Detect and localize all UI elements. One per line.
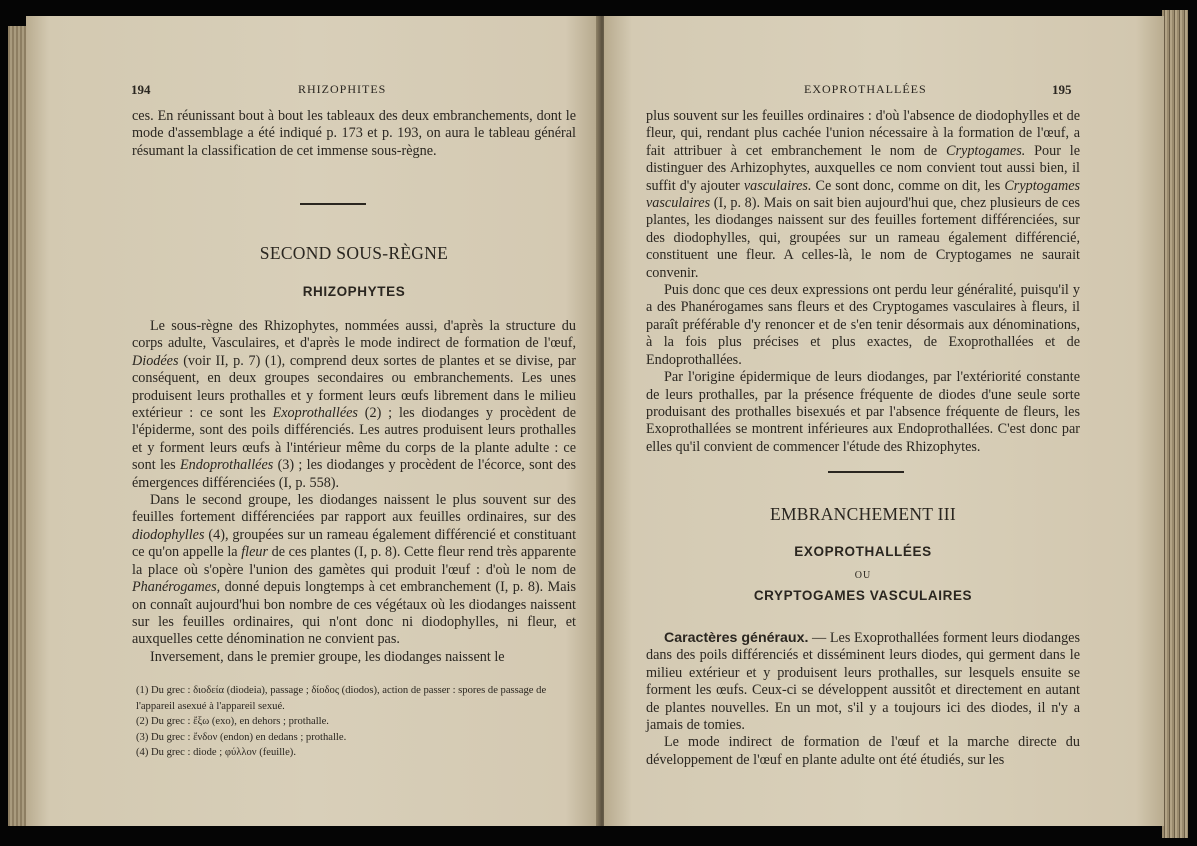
right-page bbox=[604, 16, 1164, 826]
paragraph-r3: Par l'origine épidermique de leurs diodanges, par l'extériorité constante de leurs prothalles, par la présence fréquente de diodes d'une seule sorte produisant des prothalles bisexués et par l'absence fréquente de fleurs, les Exoprothallées se montrent inférieures aux Endoprothallées. C'est donc par elles qu'il convient de commencer l'étude des Rhizophytes. bbox=[646, 369, 1080, 455]
section-divider-left bbox=[300, 203, 366, 205]
paragraph-1: Le sous-règne des Rhizophytes, nommées aussi, d'après la structure du corps adulte, Vasculaires, et d'après le mode indirect de formation de l'œuf, Diodées (voir II, p. 7) (1), comprend deux sortes de plantes et se divise, par conséquent, en deux groupes secondaires ou embranchements. Les unes produisent leurs prothalles et y forment leurs œufs librement dans le milieu extérieur : ce sont les Exoprothallées (2) ; les diodanges y procèdent de l'épiderme, sont des poils différenciés. Les autres produisent leurs prothalles et y forment leurs œufs à l'intérieur même du corps de la plante adulte : ce sont les Endoprothallées (3) ; les diodanges y procèdent de l'écorce, sont des émergences différenciées (I, p. 558). bbox=[132, 318, 577, 491]
section-title-right: EMBRANCHEMENT III bbox=[769, 504, 957, 524]
footnote-1: (1) Du grec : διοδεία (diodeia), passage ; δίοδος (diodos), action de passer : spores de passage de l'appareil asexué à l'appareil sexué. bbox=[136, 685, 547, 712]
body-text-right-2 bbox=[646, 630, 1080, 769]
page-number-right: 195 bbox=[1052, 82, 1072, 97]
footnote-3: (3) Du grec : ἔνδον (endon) en dedans ; prothalle. bbox=[136, 731, 347, 743]
section-subtitle-right: EXOPROTHALLÉES bbox=[794, 544, 932, 559]
page-stack-left bbox=[8, 26, 28, 826]
section-or: OU bbox=[854, 570, 872, 581]
paragraph-r1: plus souvent sur les feuilles ordinaires : d'où l'absence de diodophylles et de fleur, qui, rendant plus cachée l'union nécessaire à la formation de l'œuf, a fait attribuer à cet embranchement le nom de Cryptogames. Pour le distinguer des Arhizophytes, auxquelles ce nom convient tout aussi bien, il suffit d'y ajouter vasculaires. Ce sont donc, comme on dit, les Cryptogames vasculaires (I, p. 8). Mais on sait bien aujourd'hui que, chez plusieurs de ces plantes, les diodanges naissent sur des feuilles fortement différenciées, sur des diodophylles, qui, groupées sur un rameau également différencié, constituent une fleur. A celles-là, le nom de Cryptogames ne saurait convenir. bbox=[646, 108, 1081, 281]
paragraph-r2: Puis donc que ces deux expressions ont perdu leur généralité, puisqu'il y a des Phanérogames sans fleurs et des Cryptogames vasculaires à fleurs, il paraît préférable d'y renoncer et de s'en tenir désormais aux dénominations, à la fois plus précises et plus exactes, de Exoprothallées et de Endoprothallées. bbox=[646, 282, 1080, 368]
section-subtitle-right-2: CRYPTOGAMES VASCULAIRES bbox=[753, 588, 973, 603]
footnote-4: (4) Du grec : diode ; φύλλον (feuille). bbox=[136, 747, 296, 758]
body-text-right bbox=[646, 108, 1080, 456]
paragraph-2: Dans le second groupe, les diodanges naissent le plus souvent sur des feuilles fortement différenciées par rapport aux feuilles ordinaires, sur des diodophylles (4), groupées sur un rameau également différencié et constituant ce qu'on appelle la fleur de ces plantes (I, p. 8). Cette fleur rend très apparente la place où s'opère l'union des gamètes qui produit l'œuf : d'où le nom de Phanérogames, donné depuis longtemps à cet embranchement (I, p. 8). Mais on connaît aujourd'hui bon nombre de ces végétaux où les diodanges naissent sur les feuilles ordinaires, qui n'ont donc ni diodophylles, ni fleur, et auxquelles cette dénomination ne convient pas. bbox=[132, 492, 577, 648]
running-head-right: EXOPROTHALLÉES bbox=[804, 82, 927, 96]
footnotes bbox=[136, 683, 576, 761]
footnote-2: (2) Du grec : ἔξω (exo), en dehors ; prothalle. bbox=[136, 716, 329, 727]
section-subtitle-left: RHIZOPHYTES bbox=[302, 284, 406, 299]
page-stack-right bbox=[1162, 10, 1188, 838]
section-title-left: SECOND SOUS-RÈGNE bbox=[259, 243, 449, 263]
paragraph-r4: Caractères généraux. — Les Exoprothallées forment leurs diodanges dans des poils différenciés et disséminent leurs diodes, qui germent dans le milieu extérieur et y produisent leurs prothalles, sur lesquels ensuite se forment les œufs. Ceux-ci se développent aussitôt et directement en autant de plantes nouvelles. En un mot, s'il y a toujours ici des diodes, il n'y a jamais de tomies. bbox=[646, 630, 1080, 734]
page-number-left: 194 bbox=[131, 82, 151, 97]
section-divider-right bbox=[828, 471, 904, 473]
body-text-left bbox=[132, 318, 576, 666]
running-head-left: RHIZOPHITES bbox=[298, 82, 387, 96]
intro-paragraph: ces. En réunissant bout à bout les tableaux des deux embranchements, dont le mode d'assemblage a été indiqué p. 173 et p. 193, on aura le tableau général résumant la classification de cet immense sous-règne. bbox=[132, 108, 576, 159]
paragraph-r5: Le mode indirect de formation de l'œuf et la marche directe du développement de l'œuf en plante adulte ont été étudiés, sur les bbox=[646, 734, 1080, 768]
open-book bbox=[8, 10, 1188, 838]
paragraph-3: Inversement, dans le premier groupe, les diodanges naissent le bbox=[150, 648, 505, 665]
left-page bbox=[26, 16, 600, 826]
